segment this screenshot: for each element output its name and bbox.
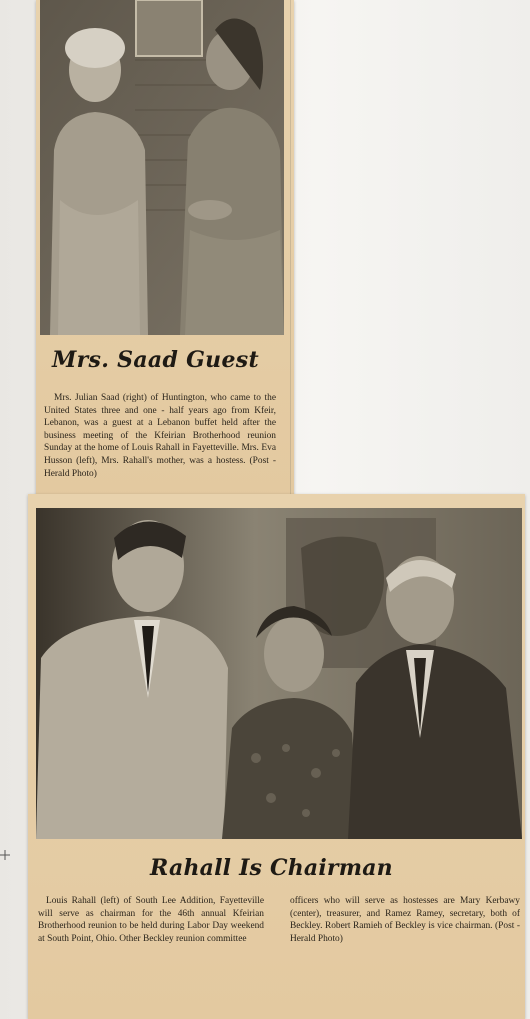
paper-crease <box>290 0 291 498</box>
caption-top: Mrs. Julian Saad (right) of Huntington, who came to the United States three and one - half years ago from Kfeir, Lebanon, was a guest at a Lebanon buffet held after the business meeting of the Kfeirian Brotherhood reunion Sunday at the home of Louis Rahall in Fayetteville. Mrs. Eva Husson (left), Mrs. Rahall's mother, was a hostess. (Post - Herald Photo) <box>44 393 276 479</box>
photo-three-people <box>36 508 522 839</box>
cross-mark-icon <box>0 850 10 860</box>
caption-bottom-left-column: Louis Rahall (left) of South Lee Addition, Fayetteville will serve as chairman for the 46th annual Kfeirian Brotherhood reunion to be held during Labor Day weekend at South Point, Ohio. Other Beckley reunion committee <box>38 896 264 944</box>
photo-two-women <box>40 0 284 335</box>
headline-rahall-is-chairman: Rahall Is Chairman <box>150 855 393 881</box>
caption-bottom-right-column: officers who will serve as hostesses are Mary Kerbawy (center), treasurer, and Ramez Ramey, secretary, both of Beckley. Robert Ramieh of Beckley is vice chairman. (Post - Herald Photo) <box>290 896 520 944</box>
headline-mrs-saad-guest: Mrs. Saad Guest <box>52 347 259 373</box>
